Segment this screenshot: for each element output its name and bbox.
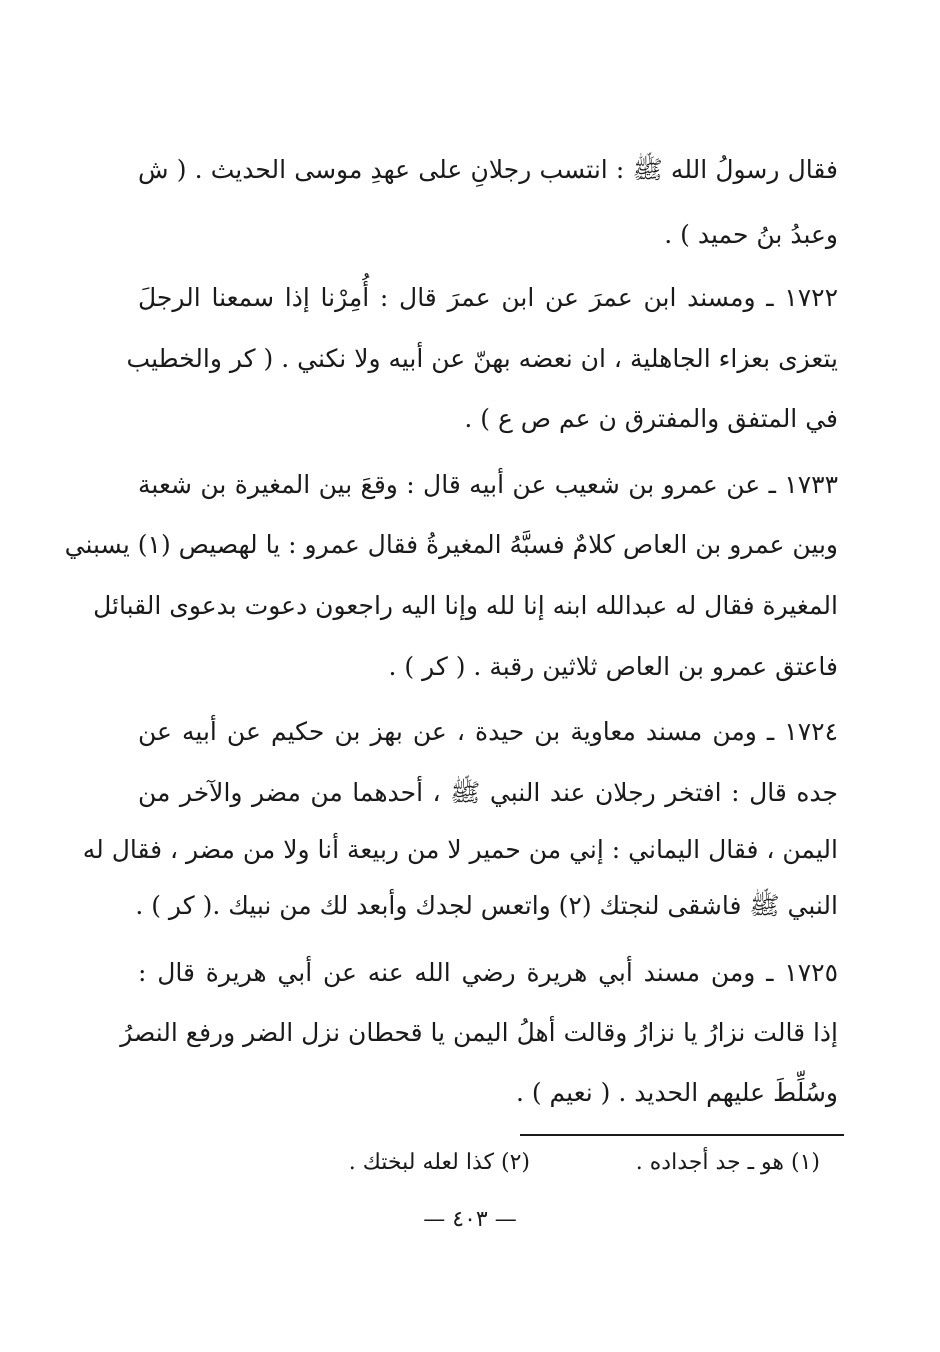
hadith-1725-line: ١٧٢٥ ـ ومن مسند أبي هريرة رضي الله عنه عن أبي هريرة قال : <box>138 958 838 987</box>
hadith-1722-line: في المتفق والمفترق ن عم ص ع ) . <box>464 404 838 433</box>
hadith-1733-line: وبين عمرو بن العاص كلامٌ فسبَّهُ المغيرةُ فقال عمرو : يا لهصيص (١) يسبني <box>64 530 838 559</box>
hadith-1724-line: اليمن ، فقال اليماني : إني من حمير لا من ربيعة أنا ولا من مضر ، فقال له <box>82 835 838 864</box>
hadith-1722-line: يتعزى بعزاء الجاهلية ، ان نعضه بهنّ عن أبيه ولا نكني . ( كر والخطيب <box>126 344 838 373</box>
footnote-divider <box>520 1134 844 1136</box>
hadith-1733-line: المغيرة فقال له عبدالله ابنه إنا لله وإنا اليه راجعون دعوت بدعوى القبائل <box>93 591 838 620</box>
text-line: فقال رسولُ الله ﷺ : انتسب رجلانِ على عهدِ موسى الحديث . ( ش <box>138 155 838 184</box>
hadith-1725-line: وسُلِّطَ عليهم الحديد . ( نعيم ) . <box>515 1078 838 1107</box>
hadith-1725-line: إذا قالت نزارُ يا نزارُ وقالت أهلُ اليمن يا قحطان نزل الضر ورفع النصرُ <box>120 1018 838 1047</box>
hadith-1724-line: جده قال : افتخر رجلان عند النبي ﷺ ، أحدهما من مضر والآخر من <box>138 778 838 807</box>
page-number: — ٤٠٣ — <box>423 1207 517 1232</box>
hadith-1733-line: ١٧٣٣ ـ عن عمرو بن شعيب عن أبيه قال : وقعَ بين المغيرة بن شعبة <box>138 470 838 499</box>
footnote-1: (١) هو ـ جد أجداده . <box>635 1150 820 1175</box>
footnote-2: (٢) كذا لعله لبختك . <box>348 1150 530 1175</box>
hadith-1733-line: فاعتق عمرو بن العاص ثلاثين رقبة . ( كر ) . <box>388 652 838 681</box>
hadith-1722-line: ١٧٢٢ ـ ومسند ابن عمرَ عن ابن عمرَ قال : أُمِرْنا إذا سمعنا الرجلَ <box>138 283 838 312</box>
hadith-1724-line: النبي ﷺ فاشقى لنجتك (٢) واتعس لجدك وأبعد لك من نبيك .( كر ) . <box>135 891 838 920</box>
hadith-1724-line: ١٧٢٤ ـ ومن مسند معاوية بن حيدة ، عن بهز بن حكيم عن أبيه عن <box>138 717 838 746</box>
text-line: وعبدُ بنُ حميد ) . <box>664 220 838 249</box>
